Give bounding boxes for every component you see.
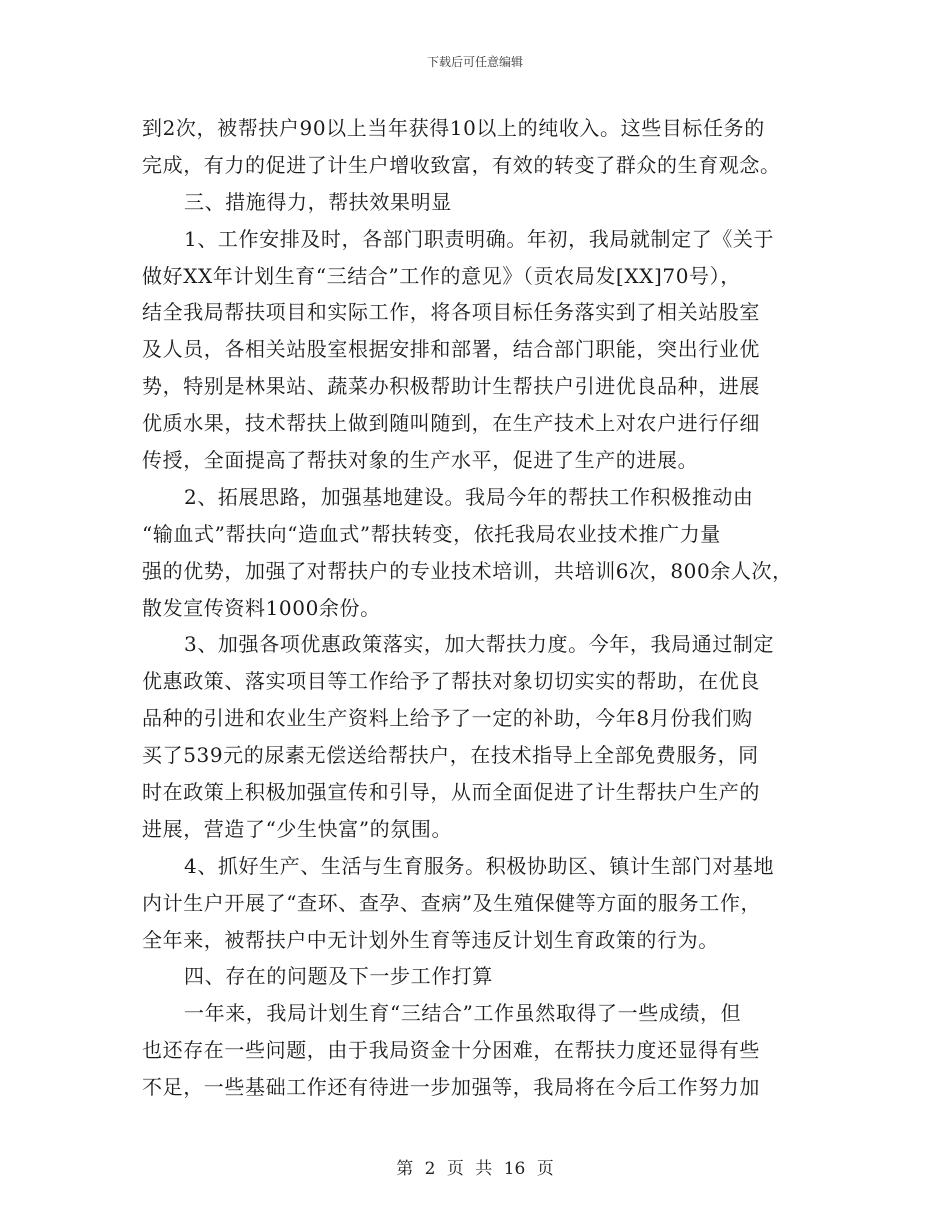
page-number: 第 2 页 共 16 页 — [396, 1159, 554, 1179]
text-line: 品种的引进和农业生产资料上给予了一定的补助，今年8月份我们购 — [142, 706, 753, 731]
text-line: 势，特别是林果站、蔬菜办积极帮助计生帮扶户引进优良品种，进展 — [142, 374, 760, 399]
text-line: 传授，全面提高了帮扶对象的生产水平，促进了生产的进展。 — [142, 448, 699, 473]
text-line: 时在政策上积极加强宣传和引导，从而全面促进了计生帮扶户生产的 — [142, 780, 760, 805]
text-line: 全年来，被帮扶户中无计划外生育等违反计划生育政策的行为。 — [142, 927, 719, 952]
text-line: 强的优势，加强了对帮扶户的专业技术培训，共培训6次，800余人次， — [142, 558, 793, 583]
text-line: 结全我局帮扶项目和实际工作，将各项目标任务落实到了相关站股室 — [142, 300, 760, 325]
text-line: 4、抓好生产、生活与生育服务。积极协助区、镇计生部门对基地 — [184, 853, 775, 878]
text-line: 四、存在的问题及下一步工作打算 — [184, 964, 493, 989]
text-line: 到2次，被帮扶户90以上当年获得10以上的纯收入。这些目标任务的 — [142, 116, 765, 140]
text-line: 内计生户开展了“查环、查孕、查病”及生殖保健等方面的服务工作， — [142, 890, 762, 915]
text-line: 优惠政策、落实项目等工作给予了帮扶对象切切实实的帮助，在优良 — [142, 669, 760, 694]
header-note: 下载后可任意编辑 — [426, 55, 523, 69]
text-line: 3、加强各项优惠政策落实，加大帮扶力度。今年，我局通过制定 — [184, 632, 775, 657]
text-line: 进展，营造了“少生快富”的氛围。 — [142, 816, 453, 841]
text-line: 买了539元的尿素无偿送给帮扶户，在技术指导上全部免费服务，同 — [142, 743, 759, 768]
text-line: 及人员，各相关站股室根据安排和部署，结合部门职能，突出行业优 — [142, 337, 760, 362]
text-line: 散发宣传资料1000余份。 — [142, 595, 381, 620]
text-line: “输血式”帮扶向“造血式”帮扶转变，依托我局农业技术推广力量 — [142, 521, 721, 546]
text-line: 做好XX年计划生育“三结合”工作的意见》（贡农局发[XX]70号）， — [142, 263, 741, 288]
text-line: 三、措施得力，帮扶效果明显 — [184, 189, 452, 214]
text-line: 完成，有力的促进了计生户增收致富，有效的转变了群众的生育观念。 — [142, 152, 781, 177]
text-line: 2、拓展思路，加强基地建设。我局今年的帮扶工作积极推动由 — [184, 484, 754, 509]
text-line: 优质水果，技术帮扶上做到随叫随到，在生产技术上对农户进行仔细 — [142, 411, 760, 436]
text-line: 一年来，我局计划生育“三结合”工作虽然取得了一些成绩，但 — [184, 1001, 742, 1026]
text-line: 1、工作安排及时，各部门职责明确。年初，我局就制定了《关于 — [184, 226, 775, 251]
text-line: 不足，一些基础工作还有待进一步加强等，我局将在今后工作努力加 — [142, 1075, 760, 1100]
document-body — [142, 110, 814, 1106]
text-line: 也还存在一些问题，由于我局资金十分困难，在帮扶力度还显得有些 — [142, 1038, 760, 1063]
